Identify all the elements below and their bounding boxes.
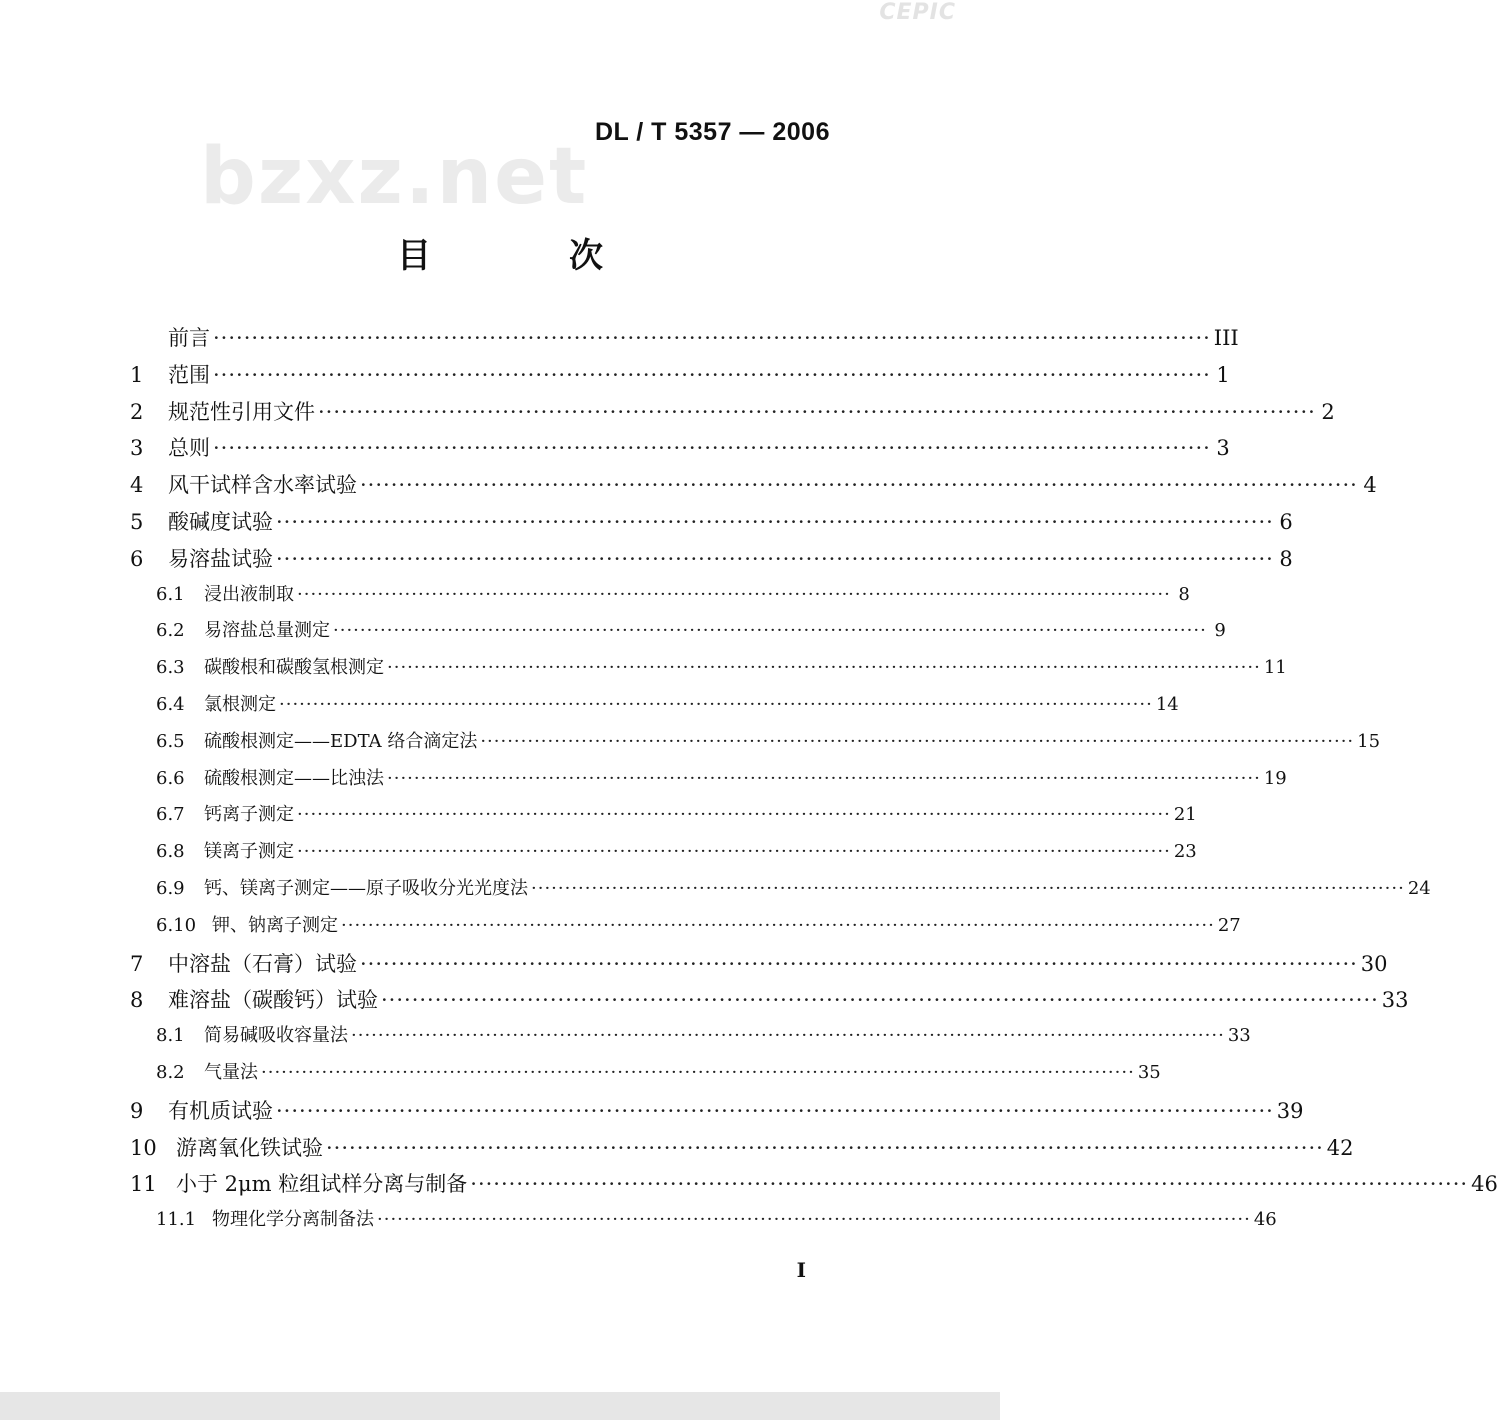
toc-entry-page: 14 — [1155, 693, 1179, 715]
toc-entry-title: 中溶盐（石膏）试验 — [168, 951, 357, 976]
toc-entry-page: 11 — [1263, 657, 1287, 679]
toc-entry[interactable] — [130, 800, 1197, 837]
toc-entry-title: 简易碱吸收容量法 — [204, 1025, 348, 1047]
toc-entry-number: 1 — [130, 362, 144, 387]
toc-leader-dots: ·································································································································· — [381, 988, 1379, 1013]
toc-entry-title: 酸碱度试验 — [168, 509, 273, 534]
toc-entry-title: 硫酸根测定——比浊法 — [204, 767, 384, 789]
toc-entry[interactable] — [130, 1205, 1277, 1242]
toc-entry[interactable] — [130, 616, 1226, 653]
toc-entry-number: 6.3 — [156, 657, 185, 679]
toc-entry-page: 24 — [1407, 877, 1431, 899]
toc-entry-number: 6.5 — [156, 730, 185, 752]
toc-entry-title: 浸出液制取 — [204, 583, 294, 605]
toc-leader-dots: ·································································································································· — [341, 914, 1215, 936]
toc-entry-page: 8 — [1178, 583, 1190, 605]
toc-entry-page: 46 — [1253, 1209, 1277, 1231]
toc-entry-number: 2 — [130, 399, 144, 424]
table-of-contents — [130, 322, 1498, 1242]
toc-entry[interactable] — [130, 543, 1293, 580]
toc-leader-dots: ·································································································································· — [261, 1061, 1135, 1083]
toc-entry-page: 6 — [1279, 509, 1293, 534]
toc-leader-dots: ·································································································································· — [351, 1025, 1225, 1047]
toc-entry-page: 27 — [1217, 914, 1241, 936]
toc-entry[interactable] — [130, 653, 1287, 690]
toc-leader-dots: ·································································································································· — [213, 326, 1211, 350]
toc-leader-dots: ·································································································································· — [297, 841, 1171, 863]
toc-entry-page: 35 — [1137, 1061, 1161, 1083]
toc-entry-number: 6 — [130, 546, 144, 571]
watermark: bzxz.net — [200, 132, 589, 222]
toc-entry-number: 6.8 — [156, 841, 185, 863]
toc-entry[interactable] — [130, 764, 1287, 801]
toc-entry-page: 30 — [1360, 951, 1388, 976]
toc-entry-page: 4 — [1363, 473, 1377, 498]
toc-leader-dots: ·································································································································· — [276, 1098, 1274, 1123]
toc-entry[interactable] — [130, 580, 1190, 617]
toc-entry-title: 物理化学分离制备法 — [212, 1209, 374, 1231]
toc-entry-page: 3 — [1216, 436, 1230, 461]
toc-entry-title: 钙、镁离子测定——原子吸收分光光度法 — [204, 877, 528, 899]
toc-entry-title: 镁离子测定 — [204, 841, 294, 863]
toc-entry[interactable] — [130, 1095, 1304, 1132]
toc-entry[interactable] — [130, 322, 1239, 359]
toc-entry[interactable] — [130, 506, 1293, 543]
toc-entry-title: 难溶盐（碳酸钙）试验 — [168, 988, 378, 1013]
toc-entry[interactable] — [130, 1132, 1354, 1169]
toc-leader-dots: ·································································································································· — [276, 546, 1274, 571]
toc-leader-dots: ·································································································································· — [360, 473, 1358, 498]
toc-entry-title: 风干试样含水率试验 — [168, 473, 357, 498]
page-title: 目 次 — [397, 236, 655, 276]
toc-entry-title: 有机质试验 — [168, 1098, 273, 1123]
toc-entry-number: 8.1 — [156, 1025, 185, 1047]
toc-entry-title: 钙离子测定 — [204, 804, 294, 826]
toc-entry-title: 总则 — [168, 436, 210, 461]
toc-entry-title: 范围 — [168, 362, 210, 387]
toc-entry[interactable] — [130, 359, 1230, 396]
toc-entry-title: 易溶盐总量测定 — [204, 620, 330, 642]
toc-entry-title: 氯根测定 — [204, 693, 276, 715]
toc-leader-dots: ·································································································································· — [333, 620, 1207, 642]
toc-entry-number: 3 — [130, 436, 144, 461]
cepic-logo: CEPIC — [879, 0, 956, 25]
toc-entry-title: 规范性引用文件 — [168, 399, 315, 424]
toc-entry-number: 8.2 — [156, 1061, 185, 1083]
toc-leader-dots: ·································································································································· — [531, 877, 1405, 899]
toc-entry[interactable] — [130, 837, 1197, 874]
toc-entry-title: 碳酸根和碳酸氢根测定 — [204, 657, 384, 679]
toc-entry-number: 11.1 — [156, 1209, 197, 1231]
toc-entry-page: 19 — [1263, 767, 1287, 789]
toc-entry[interactable] — [130, 469, 1377, 506]
page-number: I — [796, 1258, 806, 1282]
toc-leader-dots: ·································································································································· — [326, 1135, 1324, 1160]
toc-entry-title: 硫酸根测定——EDTA 络合滴定法 — [204, 730, 478, 752]
toc-entry-number: 9 — [130, 1098, 144, 1123]
toc-entry-page: 15 — [1357, 730, 1381, 752]
toc-entry-number: 4 — [130, 473, 144, 498]
toc-entry[interactable] — [130, 948, 1388, 985]
toc-entry-title: 前言 — [168, 326, 210, 350]
toc-entry-title: 游离氧化铁试验 — [176, 1135, 323, 1160]
toc-leader-dots: ·································································································································· — [297, 804, 1171, 826]
toc-entry-number: 6.10 — [156, 914, 197, 936]
toc-leader-dots: ·································································································································· — [318, 399, 1316, 424]
toc-entry-page: 42 — [1326, 1135, 1354, 1160]
toc-entry-page: III — [1213, 326, 1239, 350]
toc-entry-title: 易溶盐试验 — [168, 546, 273, 571]
toc-entry-page: 39 — [1276, 1098, 1304, 1123]
toc-entry[interactable] — [130, 690, 1179, 727]
toc-entry-page: 23 — [1173, 841, 1197, 863]
toc-entry-page: 21 — [1173, 804, 1197, 826]
toc-entry-title: 小于 2μm 粒组试样分离与制备 — [176, 1172, 468, 1197]
toc-entry[interactable] — [130, 1058, 1161, 1095]
toc-leader-dots: ·································································································································· — [213, 436, 1211, 461]
toc-entry-page: 33 — [1227, 1025, 1251, 1047]
toc-entry[interactable] — [130, 874, 1431, 911]
toc-entry[interactable] — [130, 432, 1230, 469]
toc-entry-number: 6.7 — [156, 804, 185, 826]
toc-entry-page: 46 — [1471, 1172, 1498, 1197]
toc-entry-number: 6.9 — [156, 877, 185, 899]
toc-leader-dots: ·································································································································· — [360, 951, 1358, 976]
toc-entry-title: 钾、钠离子测定 — [212, 914, 338, 936]
toc-entry-page: 33 — [1381, 988, 1409, 1013]
toc-entry-number: 10 — [130, 1135, 157, 1160]
toc-leader-dots: ·································································································································· — [480, 730, 1355, 752]
toc-entry-page: 2 — [1321, 399, 1335, 424]
toc-entry[interactable] — [130, 727, 1381, 764]
toc-entry-title: 气量法 — [204, 1061, 258, 1083]
toc-entry-number: 8 — [130, 988, 144, 1013]
bottom-bar — [0, 1392, 1000, 1420]
toc-entry[interactable] — [130, 1168, 1498, 1205]
toc-entry-number: 6.2 — [156, 620, 185, 642]
toc-entry[interactable] — [130, 984, 1409, 1021]
document-number: DL / T 5357 — 2006 — [594, 118, 830, 146]
toc-leader-dots: ·································································································································· — [387, 767, 1261, 789]
toc-leader-dots: ·································································································································· — [387, 657, 1261, 679]
toc-leader-dots: ·································································································································· — [279, 693, 1153, 715]
toc-entry-number: 5 — [130, 509, 144, 534]
toc-leader-dots: ·································································································································· — [470, 1172, 1469, 1197]
toc-leader-dots: ·································································································································· — [276, 509, 1274, 534]
toc-entry[interactable] — [130, 396, 1335, 433]
toc-leader-dots: ·································································································································· — [377, 1209, 1251, 1231]
toc-entry-number: 6.4 — [156, 693, 185, 715]
toc-entry[interactable] — [130, 1021, 1251, 1058]
toc-entry-number: 11 — [130, 1172, 157, 1197]
toc-leader-dots: ·································································································································· — [213, 362, 1211, 387]
toc-entry-number: 6.1 — [156, 583, 185, 605]
toc-entry-page: 8 — [1279, 546, 1293, 571]
toc-entry-number: 7 — [130, 951, 144, 976]
toc-entry-page: 9 — [1214, 620, 1226, 642]
toc-entry-number: 6.6 — [156, 767, 185, 789]
toc-entry-page: 1 — [1216, 362, 1230, 387]
toc-entry[interactable] — [130, 911, 1241, 948]
toc-leader-dots: ·································································································································· — [297, 583, 1171, 605]
